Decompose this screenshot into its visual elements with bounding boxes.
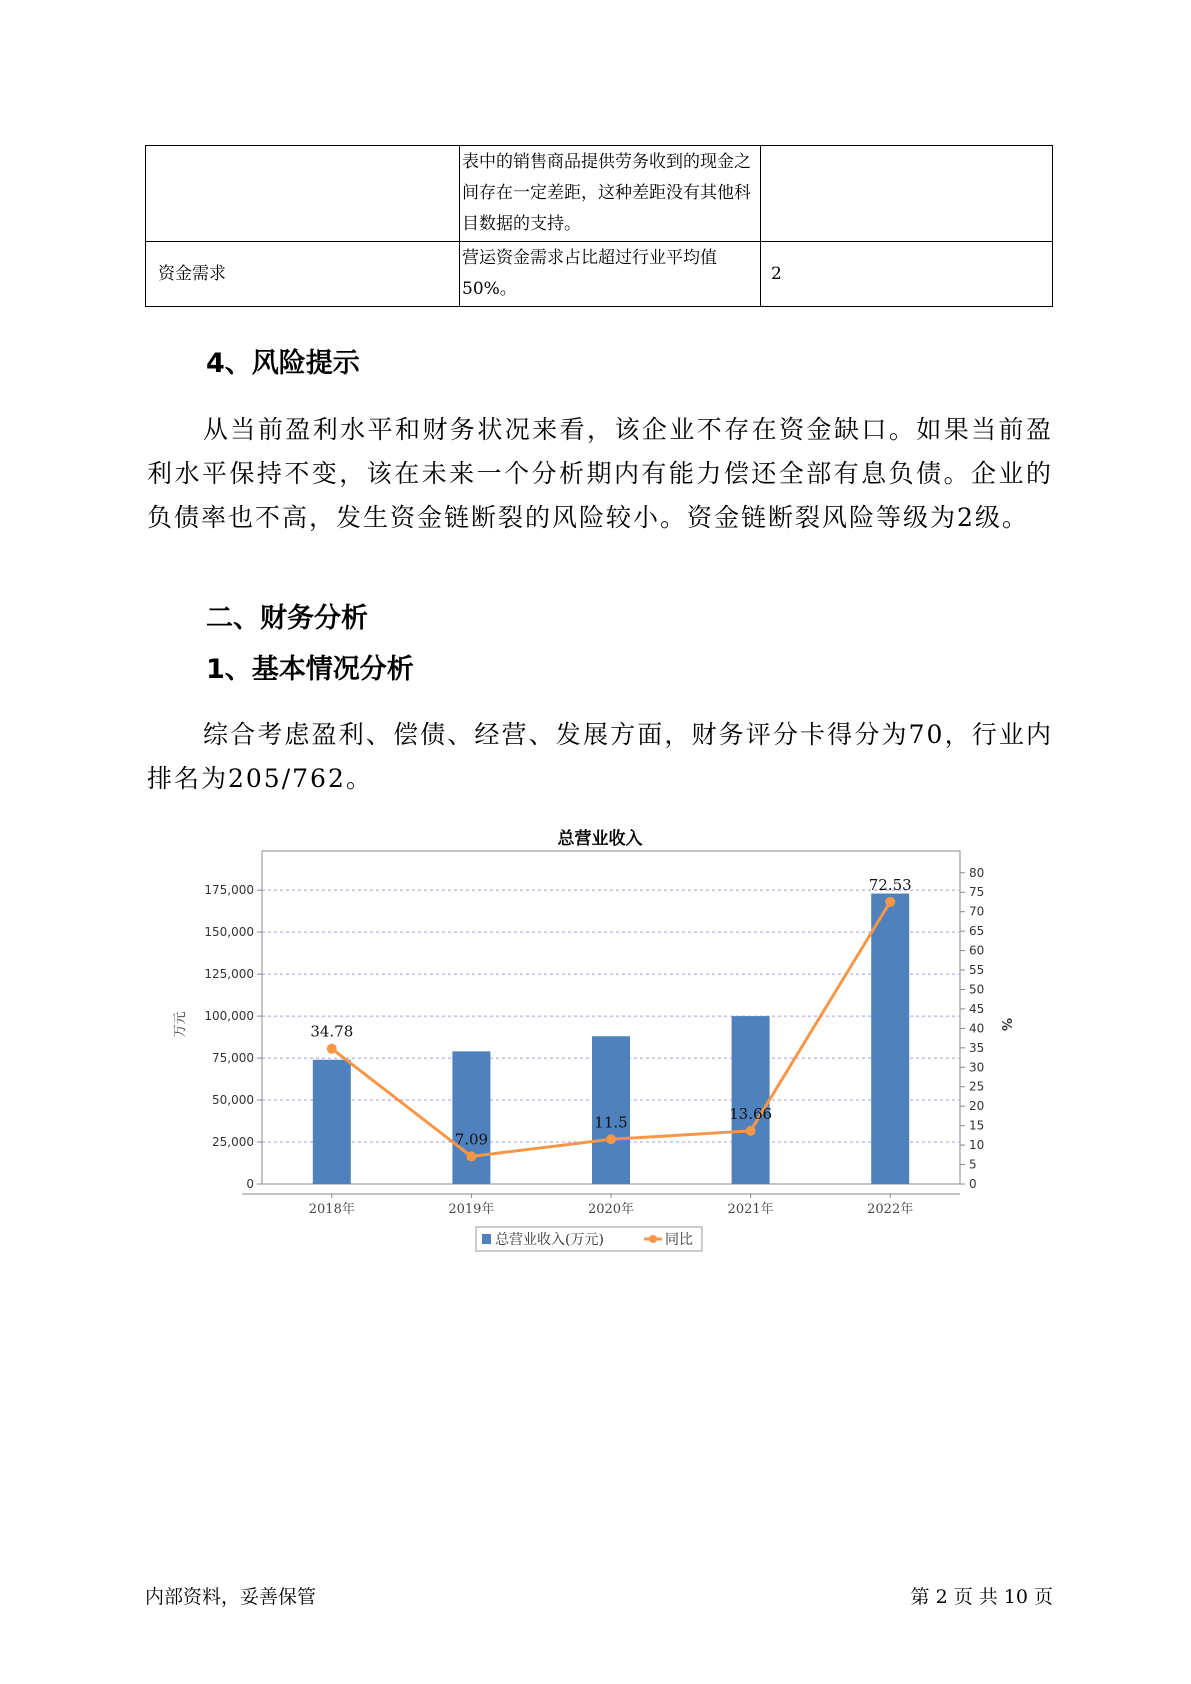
x-tick-label: 2020年 [587,1202,635,1217]
y2-tick-label: 20 [969,1099,985,1114]
x-tick-label: 2019年 [448,1202,495,1217]
risk-paragraph: 从当前盈利水平和财务状况来看，该企业不存在资金缺口。如果当前盈利水平保持不变，该在未来一个分析期内有能力偿还全部有息负债。企业的负债率也不高，发生资金链断裂的风险较小。资金链断裂风险等级为2级。 [147,415,1053,532]
chart-title: 总营业收入 [557,829,643,849]
y2-tick-label: 10 [969,1138,985,1153]
y2-tick-label: 30 [969,1060,985,1075]
legend-label: 同比 [665,1232,693,1248]
y2-axis-label: % [998,1017,1013,1032]
sub-heading: 1、基本情况分析 [206,654,414,685]
risk-table [145,145,1053,307]
legend-label: 总营业收入(万元) [495,1232,604,1248]
y-tick-label: 25,000 [212,1135,254,1150]
y2-tick-label: 70 [969,904,985,919]
bar [592,1036,630,1184]
finance-paragraph: 综合考虑盈利、偿债、经营、发展方面，财务评分卡得分为70，行业内排名为205/762。 [147,720,1053,793]
y2-tick-label: 50 [969,982,985,997]
revenue-chart [170,820,1050,1290]
legend-swatch-bar [482,1234,491,1244]
y-tick-label: 50,000 [212,1093,254,1108]
y-axis-label: 万元 [173,1011,188,1038]
risk-heading: 4、风险提示 [206,348,360,379]
y2-tick-label: 80 [969,865,985,880]
x-tick-label: 2018年 [308,1202,355,1217]
y2-tick-label: 55 [969,963,985,978]
bar [871,894,909,1184]
table-row [146,146,1053,242]
y2-tick-label: 5 [969,1157,977,1172]
footer-note: 内部资料，妥善保管 [145,1586,317,1608]
yoy-data-label: 11.5 [594,1113,628,1132]
bar [313,1060,351,1184]
yoy-point [885,897,895,907]
legend-swatch-point [649,1235,657,1243]
y2-tick-label: 65 [969,924,985,939]
table-cell-label: 资金需求 [146,242,460,307]
y2-tick-label: 0 [969,1177,977,1191]
yoy-data-label: 72.53 [868,875,912,894]
y-tick-label: 0 [246,1177,254,1191]
yoy-data-label: 13.66 [729,1104,773,1123]
y2-tick-label: 35 [969,1040,985,1055]
y2-tick-label: 75 [969,885,985,900]
yoy-point [466,1151,476,1161]
yoy-point [327,1044,337,1054]
yoy-data-label: 34.78 [310,1022,354,1041]
y2-tick-label: 25 [969,1079,985,1094]
y2-tick-label: 40 [969,1021,985,1036]
table-cell-desc: 营运资金需求占比超过行业平均值50%。 [460,242,761,307]
table-row [146,242,1053,307]
bar [732,1016,770,1184]
page-number: 第 2 页 共 10 页 [910,1586,1053,1608]
table-cell-label [146,146,460,242]
y2-tick-label: 45 [969,1001,985,1016]
yoy-point [606,1134,616,1144]
x-tick-label: 2021年 [727,1202,774,1217]
table-cell-value: 2 [761,242,1053,307]
y2-tick-label: 15 [969,1118,985,1133]
yoy-point [746,1126,756,1136]
y-tick-label: 125,000 [204,967,254,982]
y-tick-label: 75,000 [212,1051,254,1066]
y2-tick-label: 60 [969,943,985,958]
y-tick-label: 175,000 [204,883,254,898]
x-tick-label: 2022年 [867,1202,914,1217]
yoy-data-label: 7.09 [454,1130,489,1149]
table-cell-desc: 表中的销售商品提供劳务收到的现金之间存在一定差距，这种差距没有其他科目数据的支持。 [460,146,761,242]
y-tick-label: 100,000 [204,1009,254,1024]
section-heading: 二、财务分析 [206,603,368,634]
table-cell-value [761,146,1053,242]
bar [452,1051,490,1184]
y-tick-label: 150,000 [204,925,254,940]
